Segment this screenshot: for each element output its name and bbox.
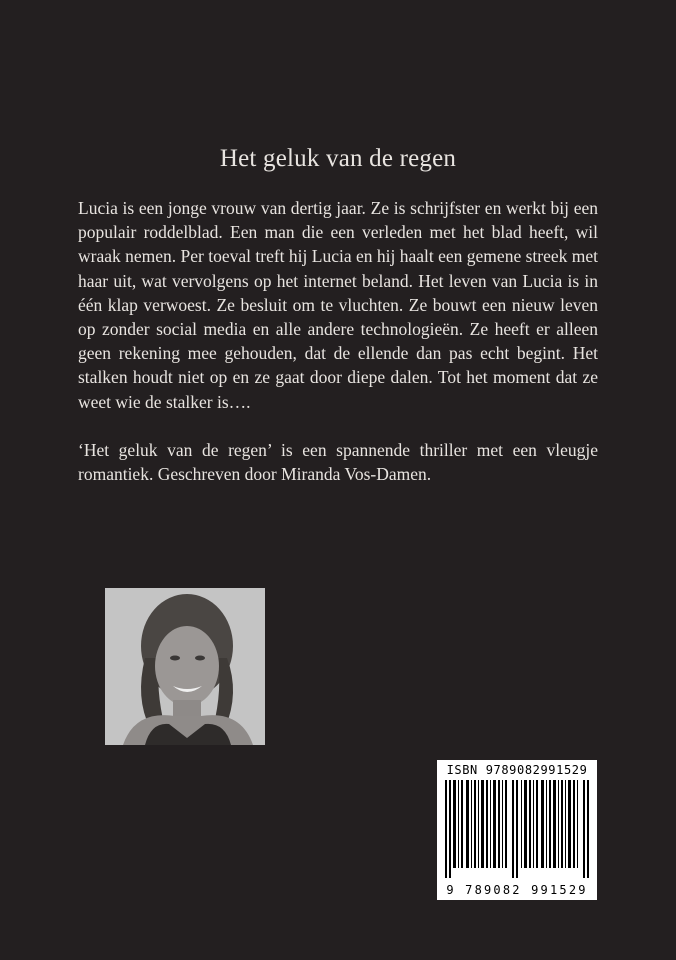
author-photo [105,588,265,745]
book-title: Het geluk van de regen [219,145,457,172]
ean-digits: 9 789082 991529 [446,883,588,897]
blurb-paragraph: ‘Het geluk van de regen’ is een spannende thriller met een vleugje romantiek. Geschreven door Miranda Vos-Damen. [78,439,598,485]
blurb-paragraph: Lucia is een jonge vrouw van dertig jaar. Ze is schrijfster en werkt bij een populair roddelblad. Een man die een verleden met het blad heeft, wil wraak nemen. Per toeval treft hij Lucia en hij haalt een gemene streek met haar uit, wat vervolgens op het internet beland. Het leven van Lucia is in één klap verwoest. Ze besluit om te vluchten. Ze bouwt een nieuw leven op zonder social media en alle andere technologieën. Ze heeft er alleen geen rekening mee gehouden, dat de ellende dan pas echt begint. Het stalken houdt niet op en ze gaat door diepe dalen. Tot het moment dat ze weet wie de stalker is…. [78,198,598,412]
isbn-label: ISBN 9789082991529 [446,763,588,777]
back-cover-blurb [78,196,598,510]
isbn-barcode [437,760,597,900]
barcode-bars [443,780,591,878]
